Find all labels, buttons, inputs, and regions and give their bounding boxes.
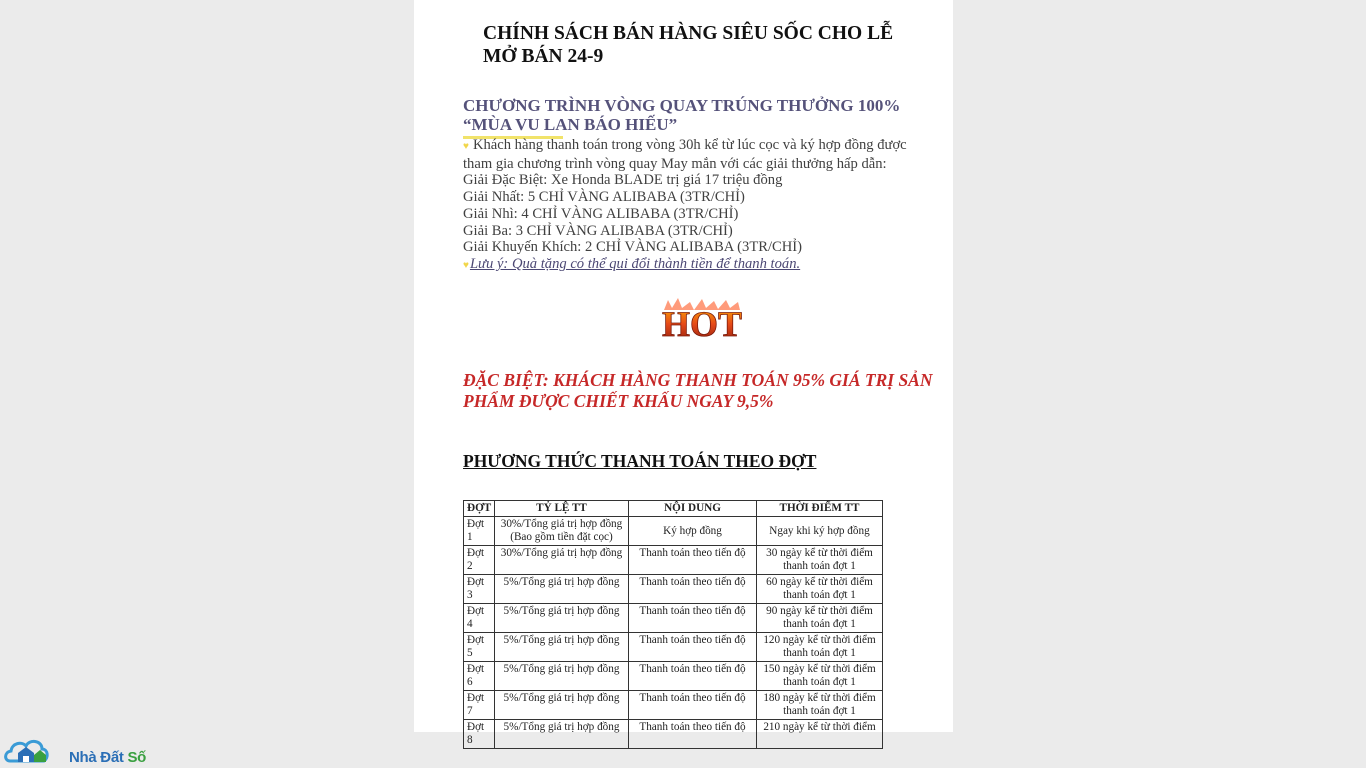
table-cell: Thanh toán theo tiến độ [629,691,757,720]
program-title-text: CHƯƠNG TRÌNH VÒNG QUAY TRÚNG THƯỞNG 100% “MÙA VU LAN BÁO HIẾU” [463,96,901,134]
table-cell: 90 ngày kể từ thời điểm thanh toán đợt 1 [757,604,883,633]
table-cell: Thanh toán theo tiến độ [629,662,757,691]
table-cell: Thanh toán theo tiến độ [629,633,757,662]
table-cell: 150 ngày kể từ thời điểm thanh toán đợt 1 [757,662,883,691]
table-cell: 180 ngày kể từ thời điểm thanh toán đợt 1 [757,691,883,720]
column-header: TỶ LỆ TT [495,501,629,517]
table-cell: Đợt 5 [464,633,495,662]
logo-wordmark [69,749,146,766]
table-row [464,633,883,662]
note-text: Lưu ý: Quà tặng có thể qui đổi thành tiền để thanh toán. [469,255,801,272]
prize-item: Giải Nhì: 4 CHỈ VÀNG ALIBABA (3TR/CHỈ) [463,205,739,222]
table-cell: Đợt 1 [464,517,495,546]
payment-heading: PHƯƠNG THỨC THANH TOÁN THEO ĐỢT [463,451,817,471]
table-cell: 5%/Tổng giá trị hợp đồng [495,604,629,633]
table-row [464,575,883,604]
table-cell: 120 ngày kể từ thời điểm thanh toán đợt 1 [757,633,883,662]
table-cell: 5%/Tổng giá trị hợp đồng [495,633,629,662]
table-cell: Đợt 2 [464,546,495,575]
heart-icon: ♥ [463,259,469,271]
program-details [463,137,923,275]
table-cell: Đợt 6 [464,662,495,691]
table-cell: Thanh toán theo tiến độ [629,546,757,575]
note-line [463,256,923,275]
table-cell: Ký hợp đồng [629,517,757,546]
table-cell: Đợt 7 [464,691,495,720]
table-cell: Đợt 3 [464,575,495,604]
column-header: NỘI DUNG [629,501,757,517]
table-row [464,691,883,720]
house-cloud-icon [6,741,48,762]
table-cell: 30%/Tổng giá trị hợp đồng (Bao gồm tiền đặt cọc) [495,517,629,546]
table-cell: 5%/Tổng giá trị hợp đồng [495,575,629,604]
table-header-row [464,501,883,517]
table-cell: 5%/Tổng giá trị hợp đồng [495,691,629,720]
table-cell: Thanh toán theo tiến độ [629,720,757,749]
table-cell: 30%/Tổng giá trị hợp đồng [495,546,629,575]
table-row [464,517,883,546]
document-page [414,0,953,746]
table-cell: 30 ngày kể từ thời điểm thanh toán đợt 1 [757,546,883,575]
table-cell: 210 ngày kể từ thời điểm [757,720,883,749]
logo-text-main: Nhà Đất [69,749,128,766]
prize-item: Giải Đặc Biệt: Xe Honda BLADE trị giá 17 triệu đồng [463,172,783,189]
table-cell: Ngay khi ký hợp đồng [757,517,883,546]
intro-paragraph [463,137,923,172]
program-title [463,96,923,134]
table-cell: 5%/Tổng giá trị hợp đồng [495,720,629,749]
prize-item: Giải Nhất: 5 CHỈ VÀNG ALIBABA (3TR/CHỈ) [463,189,745,206]
special-offer: ĐẶC BIỆT: KHÁCH HÀNG THANH TOÁN 95% GIÁ TRỊ SẢN PHẨM ĐƯỢC CHIẾT KHẤU NGAY 9,5% [463,370,933,411]
table-cell: 5%/Tổng giá trị hợp đồng [495,662,629,691]
prize-item: Giải Ba: 3 CHỈ VÀNG ALIBABA (3TR/CHỈ) [463,222,733,239]
logo-text-accent: Số [127,749,147,766]
table-cell: Thanh toán theo tiến độ [629,575,757,604]
table-cell: Đợt 4 [464,604,495,633]
table-cell: 60 ngày kể từ thời điểm thanh toán đợt 1 [757,575,883,604]
payment-schedule-table [463,500,883,749]
table-row [464,662,883,691]
document-title: CHÍNH SÁCH BÁN HÀNG SIÊU SỐC CHO LỄ MỞ BÁN 24-9 [483,23,894,67]
column-header: ĐỢT [464,501,495,517]
table-row [464,604,883,633]
hot-flame-logo [654,296,750,344]
hot-text: HOT [661,304,743,344]
table-cell: Đợt 8 [464,720,495,749]
prize-item: Giải Khuyến Khích: 2 CHỈ VÀNG ALIBABA (3TR/CHỈ) [463,239,803,256]
table-cell: Thanh toán theo tiến độ [629,604,757,633]
column-header: THỜI ĐIỂM TT [757,501,883,517]
table-row [464,546,883,575]
heart-icon: ♥ [463,141,469,152]
table-row [464,720,883,749]
intro-text: Khách hàng thanh toán trong vòng 30h kể từ lúc cọc và ký hợp đồng được tham gia chương trình vòng quay May mắn với các giải thưởng hấp dẫn: [463,137,907,172]
